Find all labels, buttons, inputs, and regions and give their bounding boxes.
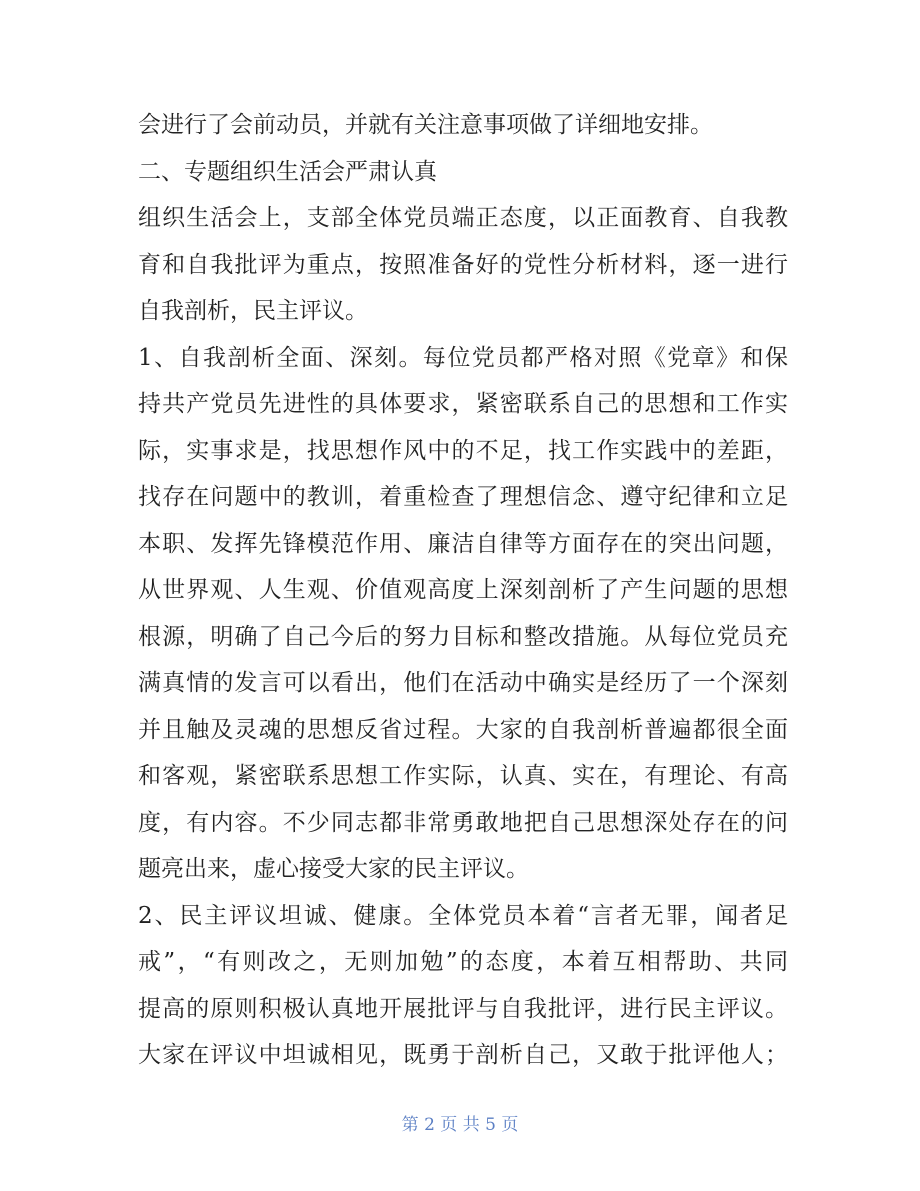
text-line: 和客观，紧密联系思想工作实际，认真、实在，有理论、有高 (138, 763, 788, 789)
text-line: 大家在评议中坦诚相见，既勇于剖析自己，又敢于批评他人； (138, 1042, 788, 1068)
text-line: 自我剖析，民主评议。 (138, 298, 368, 324)
document-body (138, 102, 788, 1079)
text-line: 题亮出来，虚心接受大家的民主评议。 (138, 856, 529, 882)
text-line: 满真情的发言可以看出，他们在活动中确实是经历了一个深刻 (138, 670, 788, 696)
text-line: 组织生活会上，支部全体党员端正态度，以正面教育、自我教 (138, 205, 788, 231)
page-number-footer: 第 2 页 共 5 页 (401, 1115, 519, 1135)
text-line: 2、民主评议坦诚、健康。全体党员本着“言者无罪，闻者足 (138, 902, 788, 929)
text-line: 从世界观、人生观、价值观高度上深刻剖析了产生问题的思想 (138, 577, 788, 603)
text-line: 持共产党员先进性的具体要求，紧密联系自己的思想和工作实 (138, 391, 788, 417)
text-line: 戒”，“有则改之，无则加勉”的态度，本着互相帮助、共同 (138, 949, 788, 975)
text-line: 育和自我批评为重点，按照准备好的党性分析材料，逐一进行 (138, 251, 788, 278)
text-line: 提高的原则积极认真地开展批评与自我批评，进行民主评议。 (138, 995, 788, 1022)
text-line: 并且触及灵魂的思想反省过程。大家的自我剖析普遍都很全面 (138, 716, 788, 743)
text-line: 根源，明确了自己今后的努力目标和整改措施。从每位党员充 (138, 623, 788, 650)
text-line: 1、自我剖析全面、深刻。每位党员都严格对照《党章》和保 (138, 344, 788, 371)
text-line: 本职、发挥先锋模范作用、廉洁自律等方面存在的突出问题， (138, 530, 788, 557)
text-line: 会进行了会前动员，并就有关注意事项做了详细地安排。 (138, 112, 713, 138)
text-line: 际，实事求是，找思想作风中的不足，找工作实践中的差距， (138, 437, 788, 464)
text-line: 度，有内容。不少同志都非常勇敢地把自己思想深处存在的问 (138, 809, 788, 836)
text-line: 找存在问题中的教训，着重检查了理想信念、遵守纪律和立足 (138, 484, 788, 510)
section-heading: 二、专题组织生活会严肃认真 (138, 158, 437, 185)
